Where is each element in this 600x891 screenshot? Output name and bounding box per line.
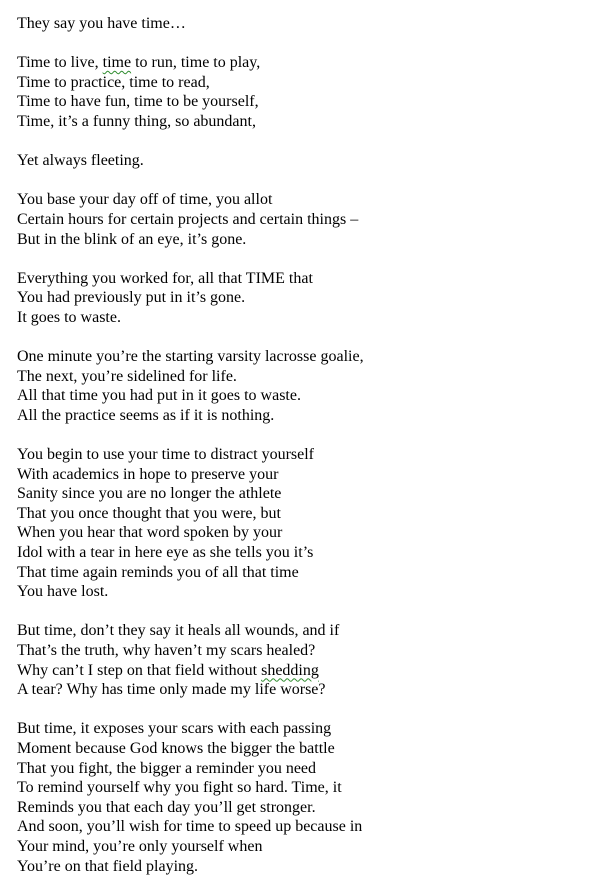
poem-line: You had previously put in it’s gone. — [17, 289, 246, 307]
poem-line: Time to live, time to run, time to play, — [17, 54, 261, 72]
poem-line: But time, don’t they say it heals all wounds, and if — [17, 622, 340, 640]
poem-line: That time again reminds you of all that time — [17, 563, 299, 581]
blank-line — [17, 34, 600, 54]
poem-line: You have lost. — [17, 583, 109, 601]
blank-line — [17, 249, 600, 269]
poem-line: They say you have time… — [17, 15, 186, 32]
poem-line: But in the blink of an eye, it’s gone. — [17, 230, 247, 248]
poem-line: But time, it exposes your scars with each passing — [17, 720, 332, 738]
poem-line: It goes to waste. — [17, 308, 121, 326]
poem-line: You begin to use your time to distract yourself — [17, 446, 315, 464]
poem-line: You’re on that field playing. — [17, 857, 199, 875]
blank-line — [17, 132, 600, 152]
poem-line: Time to have fun, time to be yourself, — [17, 93, 259, 111]
poem-line: Time to practice, time to read, — [17, 73, 210, 91]
blank-line — [17, 602, 600, 622]
blank-line — [17, 700, 600, 720]
poem-line: When you hear that word spoken by your — [17, 524, 283, 542]
blank-line — [17, 328, 600, 348]
poem-line: Yet always fleeting. — [17, 152, 144, 170]
blank-line — [17, 425, 600, 445]
poem-line: The next, you’re sidelined for life. — [17, 367, 237, 385]
poem-line: Everything you worked for, all that TIME that — [17, 269, 313, 287]
poem-line: That you fight, the bigger a reminder you need — [17, 759, 317, 777]
poem-line: All the practice seems as if it is nothing. — [17, 406, 275, 424]
poem-line: With academics in hope to preserve your — [17, 465, 279, 483]
poem-line: Moment because God knows the bigger the battle — [17, 739, 335, 757]
poem-body — [17, 14, 600, 876]
spellcheck-marked-word[interactable]: shedding — [261, 661, 319, 679]
poem-line: Idol with a tear in here eye as she tells you it’s — [17, 544, 314, 562]
poem-line: That’s the truth, why haven’t my scars healed? — [17, 642, 316, 659]
poem-line: Your mind, you’re only yourself when — [17, 837, 263, 855]
poem-line: That you once thought that you were, but — [17, 504, 281, 522]
poem-line: One minute you’re the starting varsity lacrosse goalie, — [17, 348, 364, 366]
poem-line: All that time you had put in it goes to waste. — [17, 387, 301, 405]
poem-line: A tear? Why has time only made my life worse? — [17, 681, 326, 699]
poem-line: Time, it’s a funny thing, so abundant, — [17, 112, 256, 130]
poem-line: Why can’t I step on that field without shedding — [17, 661, 319, 679]
spellcheck-marked-word[interactable]: time — [102, 54, 132, 72]
poem-line: You base your day off of time, you allot — [17, 191, 273, 209]
poem-line: Sanity since you are no longer the athlete — [17, 485, 282, 503]
poem-line: Reminds you that each day you’ll get stronger. — [17, 798, 316, 816]
poem-line: To remind yourself why you fight so hard. Time, it — [17, 779, 342, 797]
poem-line: And soon, you’ll wish for time to speed up because in — [17, 818, 363, 836]
blank-line — [17, 171, 600, 191]
poem-line: Certain hours for certain projects and certain things – — [17, 210, 359, 228]
